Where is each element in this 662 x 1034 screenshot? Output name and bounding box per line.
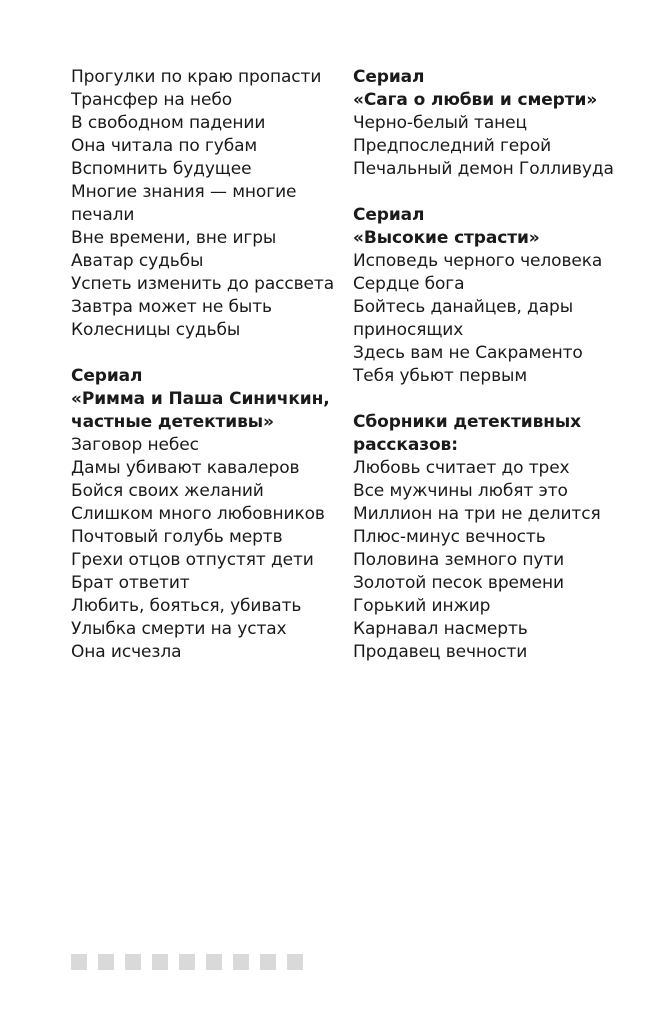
series-heading: «Высокие страсти» <box>353 228 540 248</box>
book-title: Трансфер на небо <box>71 90 233 110</box>
book-title: Почтовый голубь мертв <box>71 527 283 547</box>
series-heading: «Сага о любви и смерти» <box>353 90 598 110</box>
book-title: Продавец вечности <box>353 642 528 662</box>
footer-square <box>206 954 222 970</box>
footer-square <box>287 954 303 970</box>
book-title: Она читала по губам <box>71 136 258 156</box>
book-title: Все мужчины любят это <box>353 481 568 501</box>
book-title: Бойтесь данайцев, дары <box>353 297 574 317</box>
book-title: Предпоследний герой <box>353 136 552 156</box>
book-title: Завтра может не быть <box>71 297 272 317</box>
book-title: Горький инжир <box>353 596 491 616</box>
collections-heading: Сборники детективных <box>353 412 582 432</box>
book-title: Аватар судьбы <box>71 251 204 271</box>
series-heading: Сериал <box>353 67 425 87</box>
series-heading: Сериал <box>71 366 143 386</box>
book-title: Прогулки по краю пропасти <box>71 67 322 87</box>
book-title: Колесницы судьбы <box>71 320 241 340</box>
book-title: Плюс-минус вечность <box>353 527 546 547</box>
book-title: Черно-белый танец <box>353 113 528 133</box>
book-title: Исповедь черного человека <box>353 251 603 271</box>
book-title: Любовь считает до трех <box>353 458 570 478</box>
book-title: Вне времени, вне игры <box>71 228 277 248</box>
book-title: Здесь вам не Сакраменто <box>353 343 583 363</box>
series-heading: «Римма и Паша Синичкин, <box>71 389 330 409</box>
book-title: Миллион на три не делится <box>353 504 601 524</box>
book-title: приносящих <box>353 320 464 340</box>
footer-square <box>179 954 195 970</box>
book-title: Печальный демон Голливуда <box>353 159 614 179</box>
series-passions-section <box>353 204 623 388</box>
right-column <box>353 66 623 664</box>
book-title: Слишком много любовников <box>71 504 325 524</box>
series-heading: Сериал <box>353 205 425 225</box>
book-title: Золотой песок времени <box>353 573 564 593</box>
footer-decoration <box>71 954 303 970</box>
book-title: Половина земного пути <box>353 550 565 570</box>
book-title: Тебя убьют первым <box>353 366 528 386</box>
intro-titles-section <box>71 66 333 342</box>
book-title: печали <box>71 205 135 225</box>
footer-square <box>71 954 87 970</box>
book-title: Сердце бога <box>353 274 465 294</box>
book-title: Заговор небес <box>71 435 199 455</box>
book-title: В свободном падении <box>71 113 266 133</box>
left-column <box>71 66 333 664</box>
footer-square <box>233 954 249 970</box>
book-title: Брат ответит <box>71 573 190 593</box>
book-title: Вспомнить будущее <box>71 159 252 179</box>
book-title: Многие знания — многие <box>71 182 297 202</box>
book-title: Она исчезла <box>71 642 182 662</box>
footer-square <box>98 954 114 970</box>
series-rimma-section <box>71 365 333 664</box>
footer-square <box>125 954 141 970</box>
book-title: Любить, бояться, убивать <box>71 596 302 616</box>
book-title: Улыбка смерти на устах <box>71 619 287 639</box>
book-title: Грехи отцов отпустят дети <box>71 550 314 570</box>
footer-square <box>260 954 276 970</box>
book-title: Дамы убивают кавалеров <box>71 458 300 478</box>
series-heading: частные детективы» <box>71 412 274 432</box>
series-saga-section <box>353 66 623 181</box>
book-title: Успеть изменить до рассвета <box>71 274 335 294</box>
collections-section <box>353 411 623 664</box>
book-title: Бойся своих желаний <box>71 481 264 501</box>
footer-square <box>152 954 168 970</box>
collections-heading: рассказов: <box>353 435 458 455</box>
book-title: Карнавал насмерть <box>353 619 528 639</box>
